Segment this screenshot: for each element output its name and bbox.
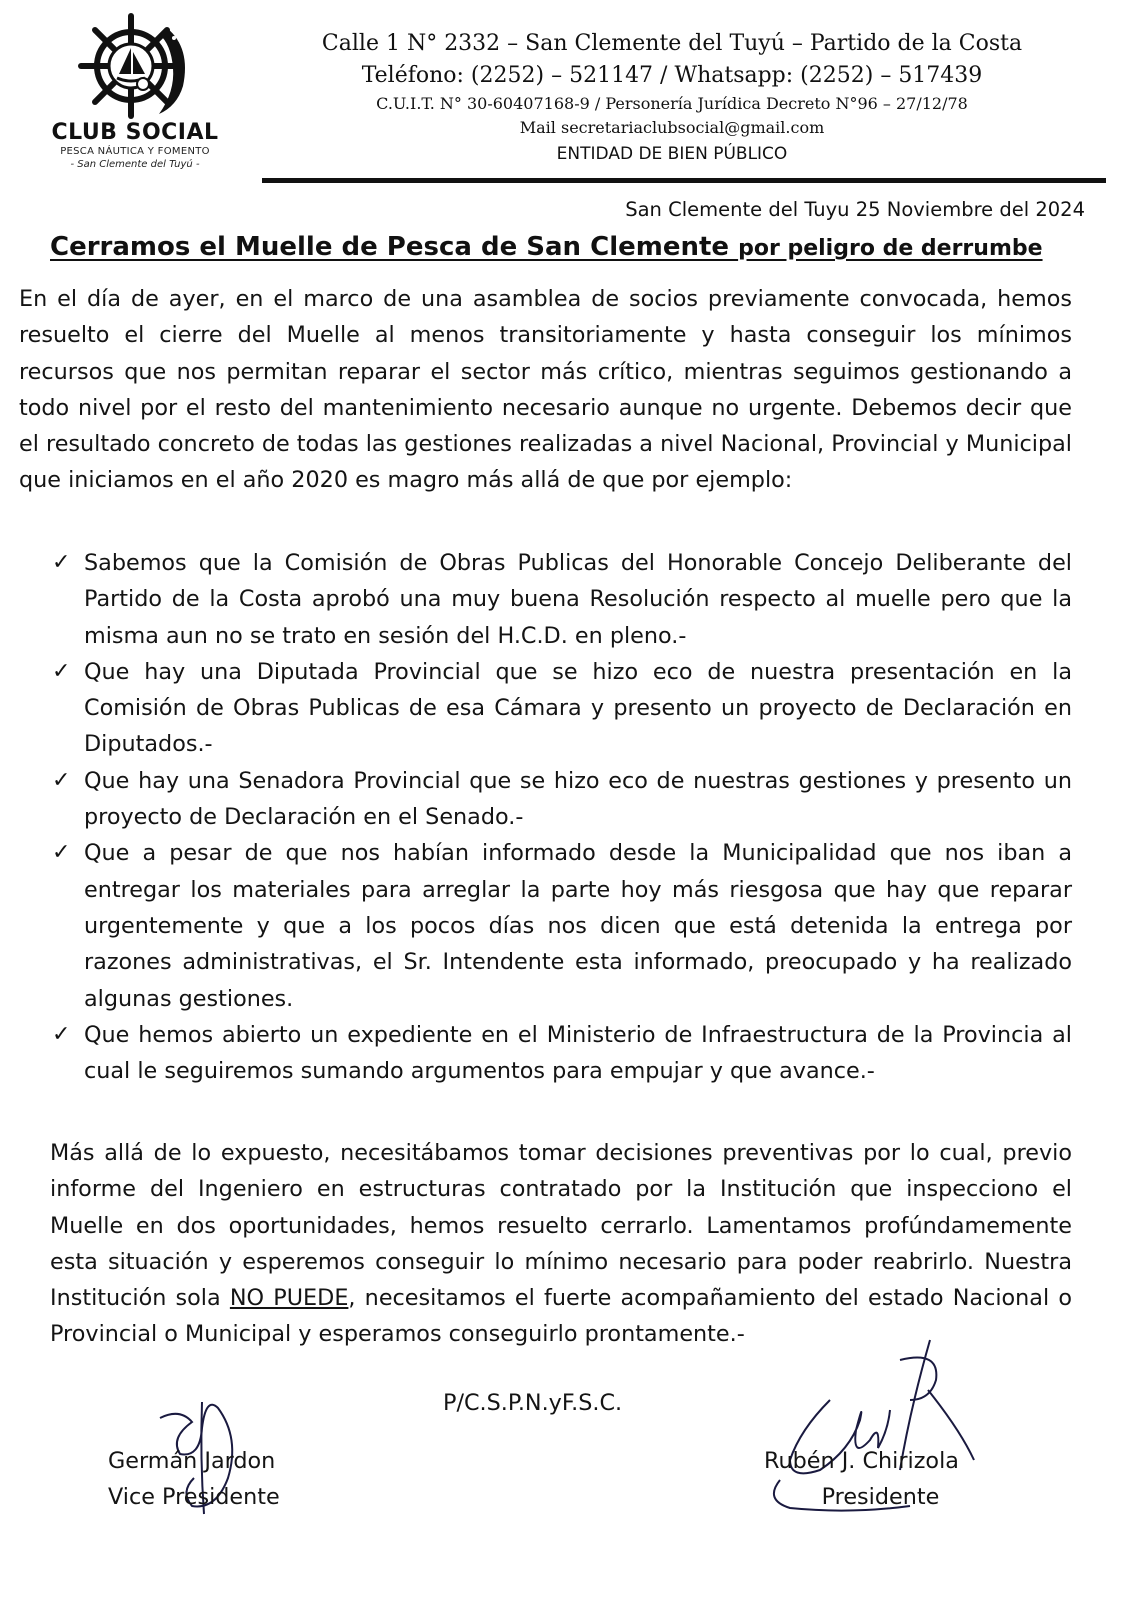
signature-organization: P/C.S.P.N.yF.S.C. [443, 1390, 623, 1416]
list-item [50, 654, 1072, 763]
list-item [50, 763, 1072, 836]
list-item [50, 835, 1072, 1016]
check-icon: ✓ [52, 767, 71, 793]
ships-wheel-fish-icon [75, 8, 195, 120]
check-list [50, 545, 1072, 1089]
mail-line: Mail secretariaclubsocial@gmail.com [519, 118, 825, 137]
list-item [50, 1017, 1072, 1090]
check-icon: ✓ [52, 1021, 71, 1047]
intro-paragraph: En el día de ayer, en el marco de una asamblea de socios previamente convocada, hemos resuelto el cierre del Muelle al menos transitoriamente y hasta conseguir los mínimos recursos que nos permitan reparar el sector más crítico, mientras seguimos gestionando a todo nivel por el resto del mantenimiento necesario aunque no urgente. Debemos decir que el resultado concreto de todas las gestiones realizadas a nivel Nacional, Provincial y Municipal que iniciamos en el año 2020 es magro más allá de que por ejemplo: [19, 286, 1072, 494]
list-item-text: Que hay una Diputada Provincial que se hizo eco de nuestra presentación en la Comisión de Obras Publicas de esa Cámara y presento un proyecto de Declaración en Diputados.- [84, 658, 1072, 758]
closing-text-before: Más allá de lo expuesto, necesitábamos tomar decisiones preventivas por lo cual, previo informe del Ingeniero en estructuras contratado por la Institución que inspecciono el Muelle en dos oportunidades, hemos resuelto cerrarlo. Lamentamos profúndamemente esta situación y esperemos conseguir lo mínimo necesario para poder reabrirlo. Nuestra Institución sola [50, 1140, 1072, 1312]
list-item-text: Sabemos que la Comisión de Obras Publicas del Honorable Concejo Deliberante del Partido de la Costa aprobó una muy buena Resolución respecto al muelle pero que la misma aun no se trato en sesión del H.C.D. en pleno.- [84, 550, 1072, 649]
closing-paragraph [50, 1135, 1072, 1353]
cuit-line: C.U.I.T. N° 30-60407168-9 / Personería Jurídica Decreto N°96 – 27/12/78 [376, 94, 968, 113]
left-signatory [108, 1443, 280, 1515]
closing-emphasis: NO PUEDE [229, 1285, 349, 1312]
left-signatory-role: Vice Presidente [108, 1484, 280, 1510]
right-signatory [764, 1443, 959, 1515]
title-main: Cerramos el Muelle de Pesca de San Clemente [50, 232, 739, 262]
address-line: Calle 1 N° 2332 – San Clemente del Tuyú – Partido de la Costa [321, 31, 1023, 56]
logo-city: - San Clemente del Tuyú - [70, 159, 200, 170]
club-logo [50, 8, 220, 184]
title-tail: por peligro de derrumbe [738, 236, 1043, 261]
letter-date: San Clemente del Tuyu 25 Noviembre del 2024 [625, 198, 1085, 221]
list-item-text: Que a pesar de que nos habían informado desde la Municipalidad que nos iban a entregar los materiales para arreglar la parte hoy más riesgosa que hay que reparar urgentemente y que a los pocos días nos dicen que está detenida la entrega por razones administrativas, el Sr. Intendente esta informado, preocupado y ha realizado algunas gestiones. [84, 840, 1072, 1012]
letterhead [262, 28, 1082, 168]
list-item-text: Que hemos abierto un expediente en el Ministerio de Infraestructura de la Provincia al cual le seguiremos sumando argumentos para empujar y que avance.- [84, 1021, 1072, 1085]
logo-title: CLUB SOCIAL [51, 120, 219, 145]
check-icon: ✓ [52, 840, 71, 866]
phone-line: Teléfono: (2252) – 521147 / Whatsapp: (2252) – 517439 [361, 63, 983, 88]
header-rule [262, 178, 1106, 183]
right-signatory-name: Rubén J. Chirizola [764, 1448, 959, 1474]
list-item [50, 545, 1072, 654]
left-signatory-name: Germán Jardon [108, 1448, 276, 1474]
entity-line: ENTIDAD DE BIEN PÚBLICO [556, 144, 788, 164]
closing-text-after: , necesitamos el fuerte acompañamiento del estado Nacional o Provincial o Municipal y esperamos conseguirlo prontamente.- [50, 1285, 1072, 1348]
logo-subtitle: PESCA NÁUTICA Y FOMENTO [60, 146, 210, 157]
list-item-text: Que hay una Senadora Provincial que se hizo eco de nuestras gestiones y presento un proyecto de Declaración en el Senado.- [84, 767, 1072, 831]
letter-title [50, 232, 1060, 262]
check-icon: ✓ [52, 658, 71, 684]
check-icon: ✓ [52, 550, 71, 575]
right-signatory-role: Presidente [821, 1484, 940, 1510]
